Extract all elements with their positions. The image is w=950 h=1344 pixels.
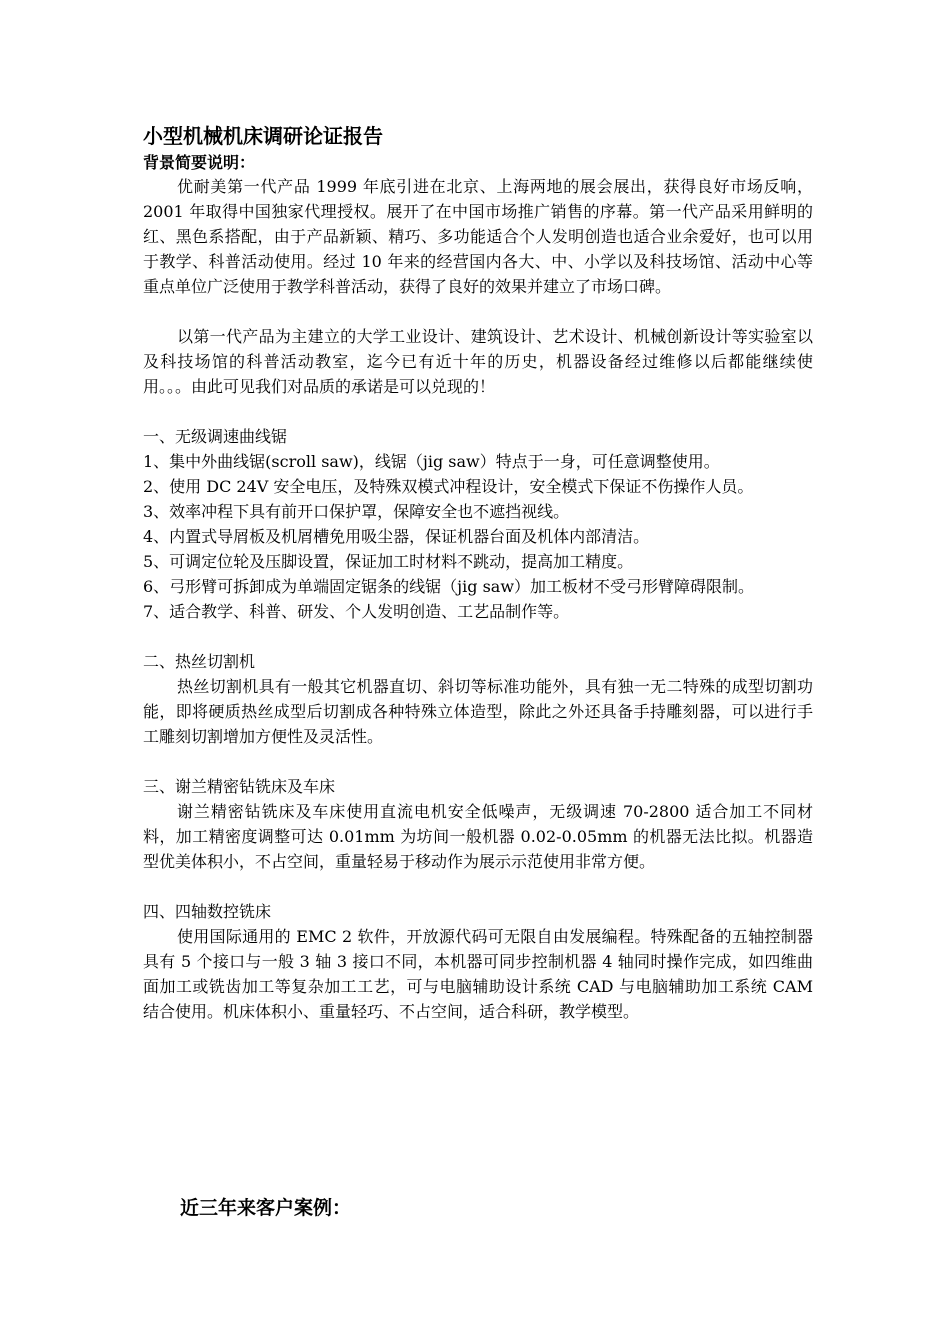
list-item: 7、适合教学、科普、研发、个人发明创造、工艺品制作等。 [143, 602, 570, 621]
spacer [143, 624, 813, 649]
spacer [143, 749, 813, 774]
spacer [143, 399, 813, 424]
list-item: 1、集中外曲线锯(scroll saw)，线锯（jig saw）特点于一身，可任意调整使用。 [143, 452, 720, 471]
section-2-title: 二、热丝切割机 [143, 652, 256, 671]
section-4-title: 四、四轴数控铣床 [143, 902, 272, 921]
background-paragraph-1: 优耐美第一代产品 1999 年底引进在北京、上海两地的展会展出，获得良好市场反响，2001 年取得中国独家代理授权。展开了在中国市场推广销售的序幕。第一代产品采用鲜明的红、黑色系搭配，由于产品新颖、精巧、多功能适合个人发明创造也适合业余爱好，也可以用于教学、科普活动使用。经过 10 年来的经营国内各大、中、小学以及科技场馆、活动中心等重点单位广泛使用于教学科普活动，获得了良好的效果并建立了市场口碑。 [143, 177, 813, 296]
list-item: 2、使用 DC 24V 安全电压，及特殊双模式冲程设计，安全模式下保证不伤操作人员。 [143, 477, 754, 496]
background-paragraph-2: 以第一代产品为主建立的大学工业设计、建筑设计、艺术设计、机械创新设计等实验室以及科技场馆的科普活动教室，迄今已有近十年的历史，机器设备经过维修以后都能继续使用。。。由此可见我们对品质的承诺是可以兑现的！ [143, 327, 813, 396]
background-heading: 背景简要说明： [143, 153, 256, 172]
list-item: 5、可调定位轮及压脚设置，保证加工时材料不跳动，提高加工精度。 [143, 552, 634, 571]
spacer [143, 299, 813, 324]
list-item: 4、内置式导屑板及机屑槽免用吸尘器，保证机器台面及机体内部清洁。 [143, 527, 650, 546]
spacer [143, 874, 813, 899]
section-1-title: 一、无级调速曲线锯 [143, 427, 288, 446]
section-2-text: 热丝切割机具有一般其它机器直切、斜切等标准功能外，具有独一无二特殊的成型切割功能，即将硬质热丝成型后切割成各种特殊立体造型，除此之外还具备手持雕刻器，可以进行手工雕刻切割增加方便性及灵活性。 [143, 677, 813, 746]
section-3-text: 谢兰精密钻铣床及车床使用直流电机安全低噪声，无级调速 70-2800 适合加工不同材料，加工精密度调整可达 0.01mm 为坊间一般机器 0.02-0.05mm 的机器无法比拟。机器造型优美体积小，不占空间，重量轻易于移动作为展示示范使用非常方便。 [143, 802, 813, 871]
section-4-text: 使用国际通用的 EMC 2 软件，开放源代码可无限自由发展编程。特殊配备的五轴控制器具有 5 个接口与一般 3 轴 3 接口不同，本机器可同步控制机器 4 轴同时操作完成，如四维曲面加工或铣齿加工等复杂加工工艺，可与电脑辅助设计系统 CAD 与电脑辅助加工系统 CAM 结合使用。机床体积小、重量轻巧、不占空间，适合科研，教学模型。 [143, 927, 813, 1021]
section-1-list [143, 449, 813, 624]
list-item: 3、效率冲程下具有前开口保护罩，保障安全也不遮挡视线。 [143, 502, 570, 521]
document-body [143, 121, 813, 1024]
document-title: 小型机械机床调研论证报告 [143, 124, 383, 148]
customer-cases-heading: 近三年来客户案例： [180, 1197, 352, 1219]
list-item: 6、弓形臂可拆卸成为单端固定锯条的线锯（jig saw）加工板材不受弓形臂障碍限制。 [143, 577, 755, 596]
section-3-title: 三、谢兰精密钻铣床及车床 [143, 777, 336, 796]
